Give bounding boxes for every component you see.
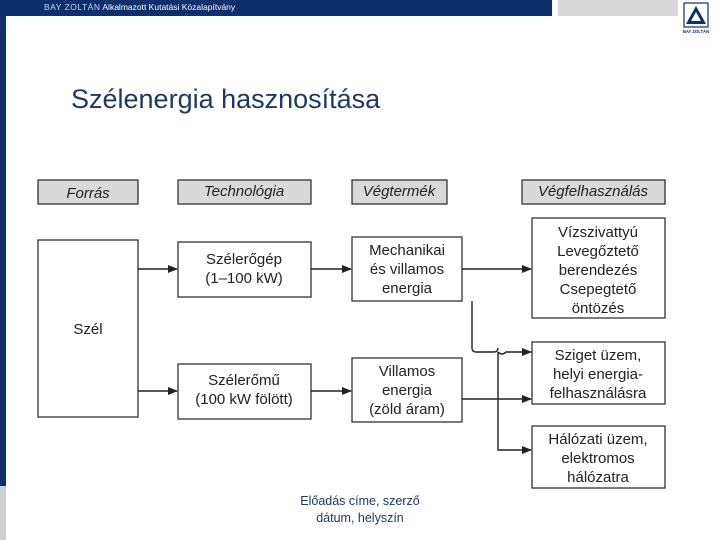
product-box-mechanical [352,237,462,301]
svg-text:(zöld áram): (zöld áram) [369,401,445,418]
svg-text:Hálózati üzem,: Hálózati üzem, [548,431,648,448]
svg-text:Végtermék: Végtermék [362,183,436,200]
svg-text:energia: energia [381,280,433,297]
svg-text:felhasználásra: felhasználásra [549,385,647,402]
header-source [38,180,138,204]
header-technology [178,180,311,204]
org-rest: Alkalmazott Kutatási Közalapítvány [100,2,236,12]
svg-text:és villamos: és villamos [369,261,445,278]
tech-box-wind-farm [178,364,311,419]
svg-text:Forrás: Forrás [66,185,110,202]
svg-text:Mechanikai: Mechanikai [369,242,445,259]
svg-text:Vízszivattyú: Vízszivattyú [557,224,639,241]
product-box-electric [352,358,462,422]
header-end-use [522,180,665,204]
svg-text:BAY ZOLTÁN: BAY ZOLTÁN [682,29,710,34]
use-box-island [532,342,665,404]
footer [270,493,450,527]
svg-text:energia: energia [381,382,433,399]
footer-line-2: dátum, helyszín [316,511,404,525]
org-prefix: BAY ZOLTÁN [44,2,101,12]
svg-text:Technológia: Technológia [203,183,285,200]
header-end-product [352,180,447,204]
svg-text:Szélerőmű: Szélerőmű [208,372,280,389]
svg-text:Villamos: Villamos [378,363,436,380]
svg-text:berendezés: berendezés [558,262,638,279]
svg-text:Levegőztető: Levegőztető [557,243,639,260]
svg-text:Végfelhasználás: Végfelhasználás [537,183,649,200]
svg-text:öntözés: öntözés [571,300,625,317]
connector-mechanical-down [472,301,498,352]
source-box-wind [38,240,138,417]
svg-text:hálózatra: hálózatra [567,469,629,486]
svg-text:(100 kW fölött): (100 kW fölött) [195,391,293,408]
slide-title: Szélenergia hasznosítása [71,84,381,114]
arrow-to-island [498,352,531,354]
svg-text:Sziget üzem,: Sziget üzem, [554,347,642,364]
arrow-to-grid [498,352,531,450]
use-box-pumping [532,218,665,318]
use-box-grid [532,426,665,488]
svg-text:elektromos: elektromos [561,450,635,467]
svg-text:Szélerőgép: Szélerőgép [206,251,282,268]
svg-text:Szél: Szél [73,321,103,338]
footer-line-1: Előadás címe, szerző [300,494,420,508]
tech-box-small-turbine [178,242,311,297]
svg-text:helyi energia-: helyi energia- [552,366,644,383]
svg-text:(1–100 kW): (1–100 kW) [205,270,283,287]
svg-text:Csepegtető: Csepegtető [559,281,637,298]
